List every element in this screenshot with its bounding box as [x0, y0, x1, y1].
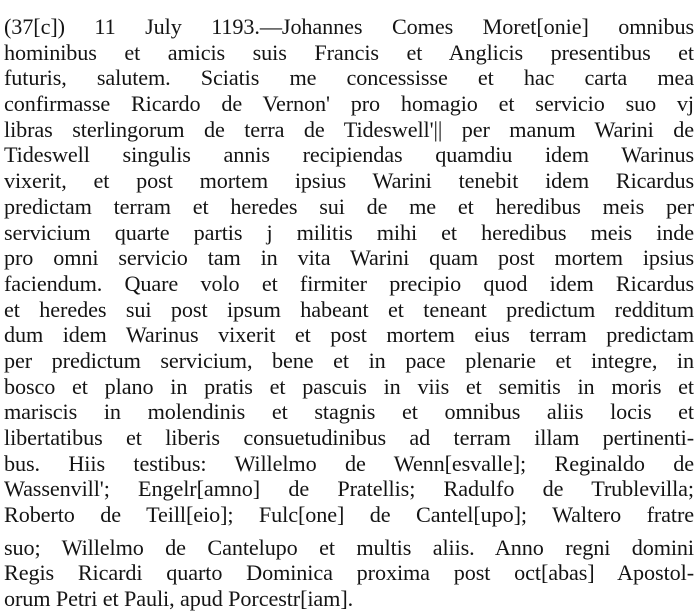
text-line: Tideswell singulis annis recipiendas quamdiu idem Warinus [4, 142, 694, 168]
charter-text [4, 14, 694, 612]
text-line: bosco et plano in pratis et pascuis in viis et semitis in moris et [4, 373, 694, 399]
text-line: vixerit, et post mortem ipsius Warini tenebit idem Ricardus [4, 168, 694, 194]
text-line: per predictum servicium, bene et in pace plenarie et integre, in [4, 347, 694, 373]
text-line: dum idem Warinus vixerit et post mortem eius terram predictam [4, 322, 694, 348]
text-line: suo; Willelmo de Cantelupo et multis aliis. Anno regni domini [4, 534, 694, 560]
text-line: Regis Ricardi quarto Dominica proxima post oct[abas] Apostol- [4, 560, 694, 586]
text-line: Roberto de Teill[eio]; Fulc[one] de Cantel[upo]; Waltero fratre [4, 502, 694, 528]
text-line: mariscis in molendinis et stagnis et omnibus aliis locis et [4, 399, 694, 425]
text-line: confirmasse Ricardo de Vernon' pro homagio et servicio suo vj [4, 91, 694, 117]
text-line: et heredes sui post ipsum habeant et teneant predictum redditum [4, 296, 694, 322]
text-line: hominibus et amicis suis Francis et Anglicis presentibus et [4, 39, 694, 65]
text-line: libras sterlingorum de terra de Tideswell'|| per manum Warini de [4, 116, 694, 142]
text-line: futuris, salutem. Sciatis me concessisse et hac carta mea [4, 65, 694, 91]
text-line: Wassenvill'; Engelr[amno] de Pratellis; Radulfo de Trublevilla; [4, 476, 694, 502]
text-line: libertatibus et liberis consuetudinibus ad terram illam pertinenti- [4, 425, 694, 450]
text-line: bus. Hiis testibus: Willelmo de Wenn[esvalle]; Reginaldo de [4, 450, 694, 476]
text-line: pro omni servicio tam in vita Warini quam post mortem ipsius [4, 245, 694, 271]
text-line: faciendum. Quare volo et firmiter precipio quod idem Ricardus [4, 270, 694, 296]
text-line: orum Petri et Pauli, apud Porcestr[iam]. [4, 586, 354, 612]
text-line: (37[c]) 11 July 1193.—Johannes Comes Moret[onie] omnibus [4, 14, 694, 39]
text-line: predictam terram et heredes sui de me et heredibus meis per [4, 193, 694, 219]
text-line: servicium quarte partis j militis mihi et heredibus meis inde [4, 219, 694, 245]
